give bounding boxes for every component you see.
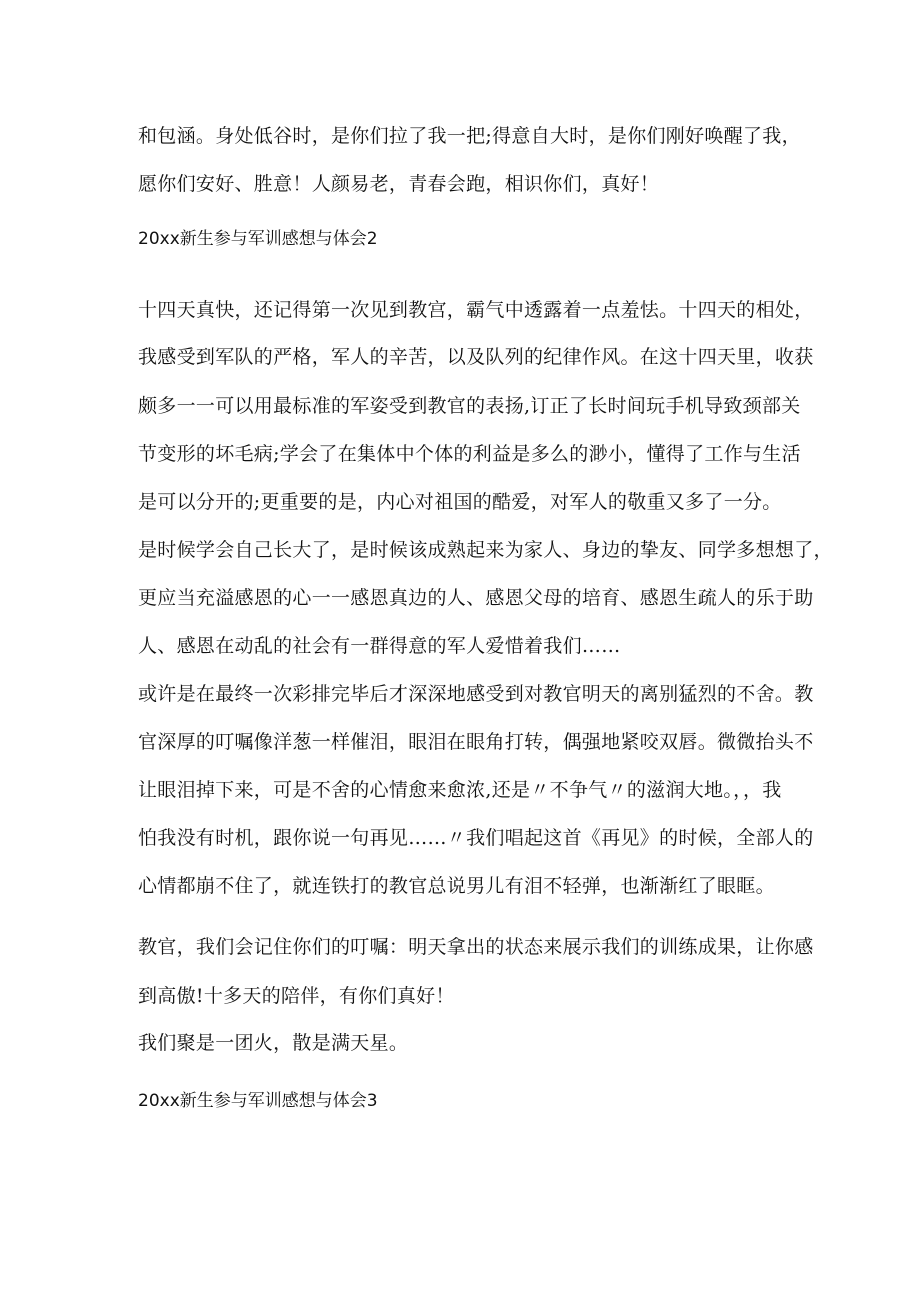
paragraph-line: 或许是在最终一次彩排完毕后才深深地感受到对教官明天的离别猛烈的不舍。教 <box>138 683 814 705</box>
paragraph-line: 和包涵。身处低谷时，是你们拉了我一把;得意自大时，是你们刚好唤醒了我， <box>138 125 801 147</box>
paragraph-line: 是可以分开的;更重要的是，内心对祖国的酷爱，对军人的敬重又多了一分。 <box>138 491 782 513</box>
paragraph-line: 到高傲!十多天的陪伴，有你们真好！ <box>138 985 455 1007</box>
section-heading-3: 20xx新生参与军训感想与体会3 <box>138 1091 378 1111</box>
paragraph-line: 让眼泪掉下来，可是不舍的心情愈来愈浓,还是〃不争气〃的滋润大地。，，我 <box>138 779 782 801</box>
paragraph-line: 官深厚的叮嘱像洋葱一样催泪，眼泪在眼角打转，偶强地紧咬双唇。微微抬头不 <box>138 731 814 753</box>
paragraph-line: 怕我没有时机，跟你说一句再见……〃我们唱起这首《再见》的时候，全部人的 <box>138 827 814 849</box>
paragraph-line: 十四天真快，还记得第一次见到教宫，霸气中透露着一点羞怯。十四天的相处， <box>138 299 814 321</box>
paragraph-line: 是时候学会自己长大了，是时候该成熟起来为家人、身边的挚友、同学多想想了， <box>138 539 833 561</box>
paragraph-line: 更应当充溢感恩的心一一感恩真边的人、感恩父母的培育、感恩生疏人的乐于助 <box>138 587 814 609</box>
paragraph-line: 教官，我们会记住你们的叮嘱：明天拿出的状态来展示我们的训练成果，让你感 <box>138 936 814 958</box>
paragraph-line: 心情都崩不住了，就连铁打的教官总说男儿有泪不轻弹，也渐渐红了眼眶。 <box>138 875 775 897</box>
section-heading-2: 20xx新生参与军训感想与体会2 <box>138 229 378 249</box>
paragraph-line: 人、感恩在动乱的社会有一群得意的军人爱惜着我们…… <box>138 635 621 657</box>
paragraph-line: 愿你们安好、胜意！人颜易老，青春会跑，相识你们，真好！ <box>138 173 660 195</box>
paragraph-line: 我们聚是一团火，散是满天星。 <box>138 1032 409 1054</box>
paragraph-line: 我感受到军队的严格，军人的辛苦，以及队列的纪律作风。在这十四天里，收获 <box>138 346 814 368</box>
paragraph-line: 颇多一一可以用最标准的军姿受到教官的表扬,订正了长时间玩手机导致颈部关 <box>138 395 801 417</box>
paragraph-line: 节变形的坏毛病;学会了在集体中个体的利益是多么的渺小，懂得了工作与生活 <box>138 443 801 465</box>
